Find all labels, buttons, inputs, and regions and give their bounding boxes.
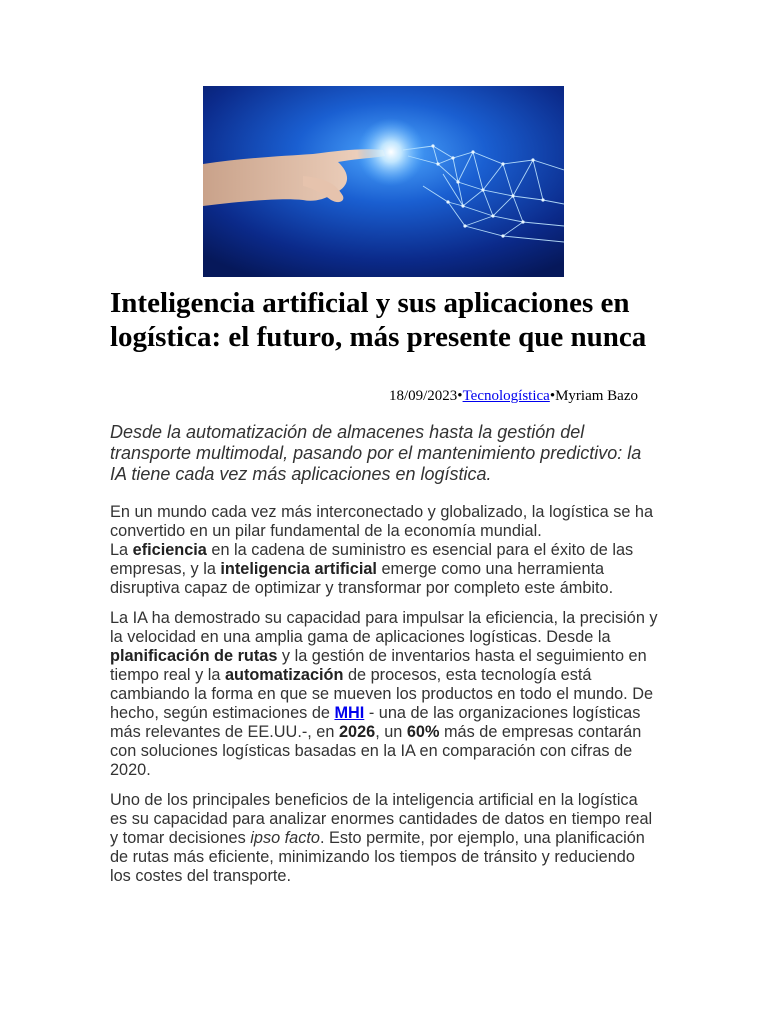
human-robot-hands-illustration bbox=[203, 86, 564, 277]
category-link[interactable]: Tecnologística bbox=[462, 388, 550, 404]
article-title: Inteligencia artificial y sus aplicaciones en logística: el futuro, más presente que nunca bbox=[110, 287, 647, 353]
paragraph-3: Uno de los principales beneficios de la inteligencia artificial en la logística es su capacidad para analizar enormes cantidades de datos en tiempo real y tomar decisiones ipso facto. Esto permite, por ejemplo, una planificación de rutas más eficiente, minimizando los tiempos de tránsito y reduciendo los costes del transporte. bbox=[110, 791, 653, 885]
bold-inteligencia-artificial: inteligencia artificial bbox=[220, 560, 377, 578]
hero-image bbox=[203, 86, 564, 277]
bold-eficiencia: eficiencia bbox=[132, 541, 207, 559]
publish-date: 18/09/2023 bbox=[388, 388, 458, 404]
bold-automatizacion: automatización bbox=[224, 666, 344, 684]
article-body bbox=[110, 503, 658, 897]
italic-ipso-facto: ipso facto bbox=[250, 829, 320, 847]
author-name: Myriam Bazo bbox=[555, 388, 638, 404]
mhi-link[interactable]: MHI bbox=[334, 704, 365, 722]
bold-planificacion-rutas: planificación de rutas bbox=[110, 647, 278, 665]
article-meta bbox=[389, 388, 638, 405]
meta-separator: • bbox=[549, 388, 556, 404]
paragraph-1: En un mundo cada vez más interconectado y globalizado, la logística se ha convertido en un pilar fundamental de la economía mundial. La eficiencia en la cadena de suministro es esencial para el éxito de las empresas, y la inteligencia artificial emerge como una herramienta disruptiva capaz de optimizar y transformar por completo este ámbito. bbox=[110, 503, 654, 597]
article-lead: Desde la automatización de almacenes hasta la gestión del transporte multimodal, pasando por el mantenimiento predictivo: la IA tiene cada vez más aplicaciones en logística. bbox=[110, 422, 642, 484]
bold-percentage: 60% bbox=[406, 723, 440, 741]
meta-separator: • bbox=[457, 388, 463, 404]
bold-year: 2026 bbox=[338, 723, 376, 741]
paragraph-2: La IA ha demostrado su capacidad para impulsar la eficiencia, la precisión y la velocidad en una amplia gama de aplicaciones logísticas. Desde la planificación de rutas y la gestión de inventarios hasta el seguimiento en tiempo real y la automatización de procesos, esta tecnología está cambiando la forma en que se mueven los productos en todo el mundo. De hecho, según estimaciones de MHI - una de las organizaciones logísticas más relevantes de EE.UU.-, en 2026, un 60% más de empresas contarán con soluciones logísticas basadas en la IA en comparación con cifras de 2020. bbox=[110, 609, 658, 779]
